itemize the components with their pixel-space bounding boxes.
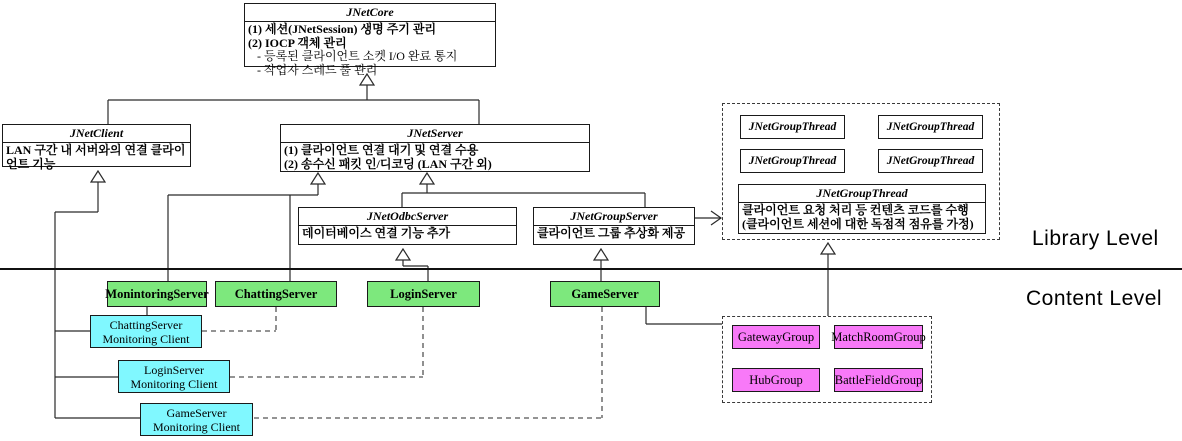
jnetcore-line-1: (1) 세션(JNetSession) 생명 주기 관리 [248, 22, 437, 36]
group-hub [732, 368, 820, 392]
jnetgroupthread-2-title: JNetGroupThread [886, 121, 975, 133]
group-battlefield-label: BattleFieldGroup [834, 372, 923, 387]
client-chatting-monitor-line2: Monitoring Client [102, 331, 190, 346]
jnetclient-title: JNetClient [3, 125, 190, 143]
jnetclient-line-1: LAN 구간 내 서버와의 연결 클라이언트 기능 [6, 143, 186, 171]
server-login-label: LoginServer [390, 286, 457, 301]
jnetodbcserver-line-1: 데이터베이스 연결 기능 추가 [302, 226, 451, 240]
client-login-monitor-line2: Monitoring Client [130, 376, 218, 391]
group-gateway [732, 325, 820, 349]
jnetgroupserver-title: JNetGroupServer [534, 208, 694, 226]
client-game-monitor-line1: GameServer [166, 405, 227, 420]
client-login-monitor-line1: LoginServer [144, 362, 204, 377]
jnetgroupthread-line-2: (클라이언트 세션에 대한 독점적 점유를 가정) [742, 216, 974, 231]
jnetgroupthread-main-title: JNetGroupThread [739, 185, 985, 203]
jnetcore-line-4: - 작업자 스레드 풀 관리 [257, 62, 378, 77]
content-level-label: Content Level [1026, 287, 1163, 310]
client-login-monitor [118, 360, 230, 393]
class-jnetgroupthread-2 [878, 115, 983, 139]
client-chatting-monitor-line1: ChattingServer [109, 317, 183, 332]
class-jnetgroupserver [533, 207, 695, 245]
server-game [550, 281, 660, 307]
class-jnetcore [244, 3, 496, 77]
jnetgroupserver-body [534, 226, 694, 241]
class-jnetclient [2, 124, 191, 171]
jnetclient-body [3, 143, 190, 171]
library-level-label: Library Level [1032, 227, 1159, 250]
jnetgroupserver-line-1: 클라이언트 그룹 추상화 제공 [537, 226, 686, 240]
client-game-monitor [140, 403, 253, 436]
jnetcore-title: JNetCore [245, 4, 495, 22]
group-battlefield [834, 368, 923, 392]
jnetgroupthread-3-title: JNetGroupThread [748, 155, 837, 167]
class-jnetgroupthread-3 [740, 149, 845, 173]
class-jnetodbcserver [298, 207, 517, 245]
server-login [367, 281, 480, 307]
class-jnetgroupthread-4 [878, 149, 983, 173]
group-matchroom-label: MatchRoomGroup [831, 329, 926, 344]
jnetodbcserver-title: JNetOdbcServer [299, 208, 516, 226]
jnetgroupthread-line-1: 클라이언트 요청 처리 등 컨텐츠 코드를 수행 [742, 203, 969, 217]
jnetodbcserver-body [299, 226, 516, 241]
group-hub-label: HubGroup [749, 372, 803, 387]
jnetgroupthread-main-body [739, 203, 985, 231]
client-game-monitor-line2: Monitoring Client [153, 419, 240, 434]
jnetserver-line-1: (1) 클라이언트 연결 대기 및 연결 수용 [284, 143, 479, 157]
class-jnetgroupthread-1 [740, 115, 845, 139]
server-chatting-label: ChattingServer [234, 286, 318, 301]
jnetcore-line-2: (2) IOCP 객체 관리 [248, 35, 347, 50]
server-chatting [215, 281, 337, 307]
group-matchroom [831, 325, 926, 349]
jnetgroupthread-4-title: JNetGroupThread [886, 155, 975, 167]
jnetgroupthread-1-title: JNetGroupThread [748, 121, 837, 133]
group-gateway-label: GatewayGroup [737, 329, 815, 344]
jnetcore-body [245, 22, 495, 77]
server-game-label: GameServer [571, 286, 639, 301]
class-jnetserver [280, 124, 590, 172]
server-monintoring [107, 281, 207, 307]
jnetserver-body [281, 143, 589, 171]
server-monintoring-label: MonintoringServer [105, 286, 209, 301]
jnetserver-title: JNetServer [281, 125, 589, 143]
level-divider [0, 268, 1182, 270]
jnetcore-line-3: - 등록된 클라이언트 소켓 I/O 완료 통지 [257, 49, 458, 63]
jnetserver-line-2: (2) 송수신 패킷 인/디코딩 (LAN 구간 외) [284, 156, 492, 171]
class-jnetgroupthread-main [738, 184, 986, 234]
client-chatting-monitor [90, 315, 202, 348]
